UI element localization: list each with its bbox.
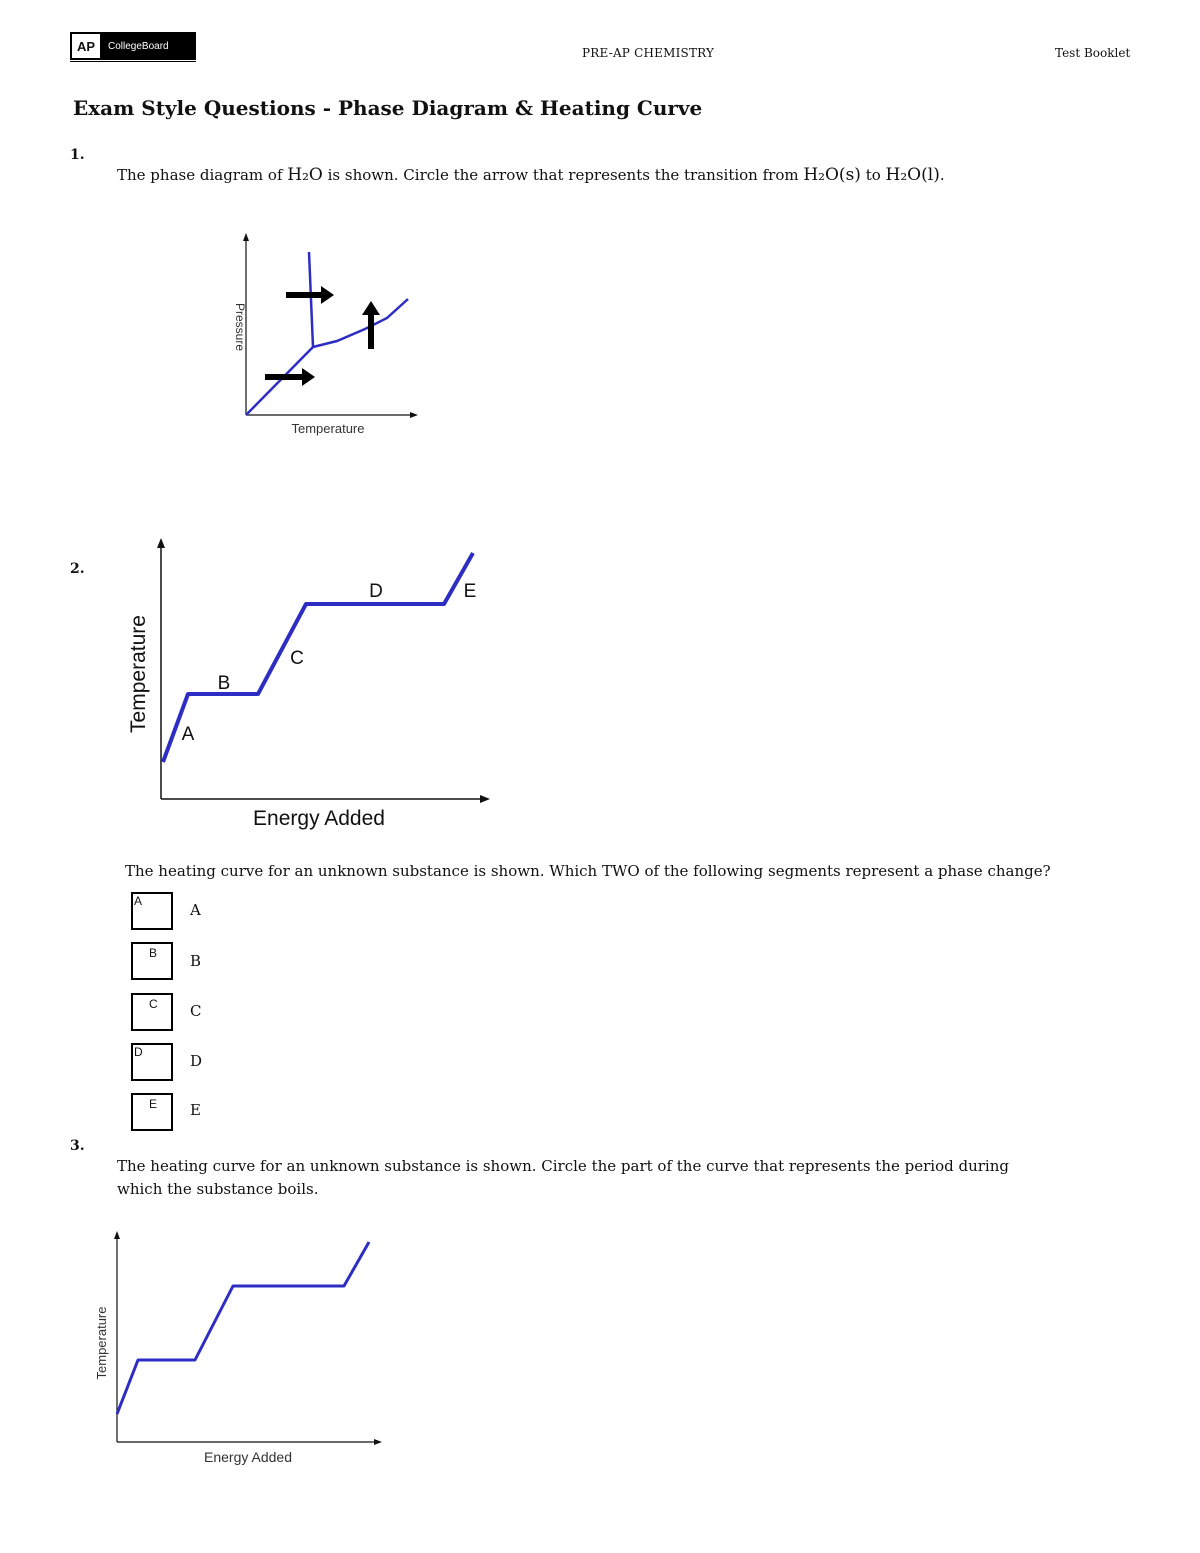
question-2-number: 2. <box>70 561 85 577</box>
x-axis-label: Energy Added <box>253 807 385 830</box>
header-rule <box>70 61 196 62</box>
q1-text-part: is shown. Circle the arrow that represents the transition from <box>322 166 804 184</box>
option-box-e[interactable]: E <box>131 1093 173 1131</box>
question-3-line-2: which the substance boils. <box>117 1180 319 1198</box>
heating-curve-line <box>163 553 473 762</box>
y-axis-arrowhead <box>157 538 165 548</box>
x-axis-arrowhead <box>374 1439 382 1445</box>
segment-label-d: D <box>369 581 383 602</box>
option-label-d: D <box>190 1052 203 1070</box>
y-axis-label: Pressure <box>233 302 247 352</box>
option-box-c[interactable]: C <box>131 993 173 1031</box>
y-axis-label: Temperature <box>127 615 150 733</box>
ap-logo-mark: AP <box>70 32 102 60</box>
x-axis-arrowhead <box>410 412 418 418</box>
course-title: PRE-AP CHEMISTRY <box>582 46 715 60</box>
collegeboard-logo <box>70 32 196 60</box>
x-axis-arrowhead <box>480 795 490 803</box>
x-axis-label: Temperature <box>291 421 365 436</box>
y-axis-label: Temperature <box>94 1306 109 1380</box>
question-2-text: The heating curve for an unknown substance is shown. Which TWO of the following segments represent a phase change? <box>125 862 1051 880</box>
option-label-a: A <box>190 901 201 919</box>
option-box-b[interactable]: B <box>131 942 173 980</box>
page-title: Exam Style Questions - Phase Diagram & Heating Curve <box>73 96 703 120</box>
vaporization-curve <box>313 299 408 347</box>
option-label-b: B <box>190 952 202 970</box>
question-3-text <box>117 1155 1009 1201</box>
phase-diagram <box>215 225 435 445</box>
heating-curve-line[interactable] <box>117 1242 369 1414</box>
option-label-c: C <box>190 1002 202 1020</box>
question-1-text <box>117 164 945 187</box>
option-box-a[interactable]: A <box>131 892 173 930</box>
formula-solid-water: H₂O(s) <box>803 165 861 185</box>
heating-curve-unlabeled <box>88 1225 393 1475</box>
segment-label-c: C <box>290 648 304 669</box>
segment-label-e: E <box>463 581 477 602</box>
question-3-number: 3. <box>70 1138 85 1154</box>
q1-text-part: . <box>939 166 945 184</box>
x-axis-label: Energy Added <box>204 1449 292 1465</box>
y-axis-arrowhead <box>114 1231 120 1239</box>
option-box-d[interactable]: D <box>131 1043 173 1081</box>
formula-water: H₂O <box>287 165 323 185</box>
option-label-e: E <box>190 1101 201 1119</box>
melting-curve <box>309 252 313 347</box>
question-3-line-1: The heating curve for an unknown substance is shown. Circle the part of the curve that represents the period during <box>117 1157 1009 1175</box>
segment-label-b: B <box>217 673 231 694</box>
heating-curve-labeled <box>120 530 500 835</box>
booklet-label: Test Booklet <box>1055 46 1131 60</box>
q1-text-part: The phase diagram of <box>117 166 288 184</box>
segment-label-a: A <box>181 724 195 745</box>
formula-liquid-water: H₂O(l) <box>885 165 940 185</box>
q1-text-part: to <box>860 166 886 184</box>
collegeboard-wordmark: CollegeBoard <box>102 32 196 60</box>
y-axis-arrowhead <box>243 233 249 241</box>
question-1-number: 1. <box>70 147 85 163</box>
arrow-up[interactable] <box>362 301 380 349</box>
